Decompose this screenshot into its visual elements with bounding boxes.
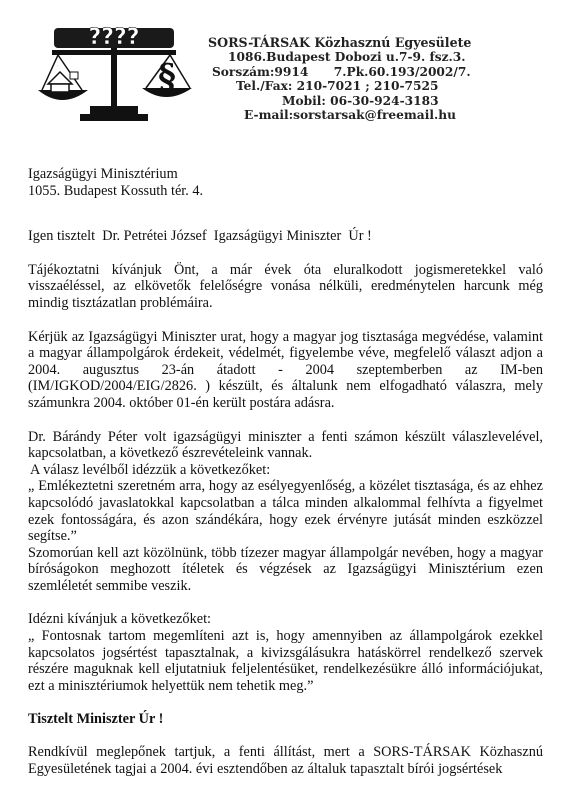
salutation: Igen tisztelt Dr. Petrétei József Igazságügyi Miniszter Úr ! (28, 228, 372, 245)
letter-body (28, 166, 543, 777)
paragraph-2: Kérjük az Igazságügyi Miniszter urat, hogy a magyar jog tisztasága megvédése, valamint a magyar állampolgárok érdekeit, védelmét, figyelembe véve, megfelelő választ adjon a 2004. augusztus 23-án átadott - 2004 szeptemberben az IM-ben (IM/IGKOD/2004/EIG/2826. ) készült, és általunk nem elfogadható válaszra, mely számunkra 2004. október 01-én került postára adásra. (28, 328, 543, 411)
recipient-name: Igazságügyi Minisztérium (28, 166, 178, 182)
section-heading: Tisztelt Miniszter Úr ! (28, 711, 164, 728)
org-registry: Sorszám:9914 7.Pk.60.193/2002/7. (212, 64, 471, 79)
paragraph-3-intro: Dr. Bárándy Péter volt igazságügyi miniszter a fenti számon készült válaszlevelével, kapcsolatban, a következő észrevételeink vannak. (28, 428, 543, 462)
paragraph-3-cite-intro: A válasz levélből idézzük a következőket: (30, 461, 271, 478)
org-mobile: Mobil: 06-30-924-3183 (282, 93, 439, 108)
svg-text:????: ???? (88, 25, 140, 50)
recipient-address: 1055. Budapest Kossuth tér. 4. (28, 182, 204, 199)
paragraph-1: Tájékoztatni kívánjuk Önt, a már évek óta eluralkodott jogismeretekkel való visszaéléssel, az elkövetők felelőségre vonása nélküli, eredménytelen harcunk még mindig tisztázatlan problémáira. (28, 261, 543, 311)
organization-details (200, 36, 530, 122)
paragraph-4-quote: „ Fontosnak tartom megemlíteni azt is, hogy amennyiben az állampolgárok ezekkel kapcsolatos jogsértést tapasztalnak, a kivizsgálásukra hatáskörrel rendelkező szervek részére maguknak kell eljutatniuk feljelentésüket, rendelkezésükre álló információjukat, ezt a minisztériumok helyettük nem tehetik meg.” (28, 628, 543, 694)
paragraph-3-quote: „ Emlékeztetni szeretném arra, hogy az esélyegyenlőség, a közélet tisztasága, és az ehhez kapcsolódó javaslatokkal kapcsolatban a tálca minden alkalommal felhívta a figyelmet ezek fontosságára, és azon szándékára, hogy ezek érvényre jutását minden eszközzel segítse.” (28, 478, 543, 545)
paragraph-4-intro: Idézni kívánjuk a következőket: (28, 611, 212, 628)
scales-of-justice-logo (34, 6, 194, 124)
org-email: E-mail:sorstarsak@freemail.hu (244, 108, 456, 123)
letterhead (0, 0, 570, 135)
paragraph-3-comment: Szomorúan kell azt közölnünk, több tízezer magyar állampolgár nevében, hogy a magyar bíróságokon meghozott ítéletek és végzések az Igazságügyi Minisztérium ezen szemléletét semmibe veszik. (28, 544, 543, 594)
paragraph-5: Rendkívül meglepőnek tartjuk, a fenti állítást, mert a SORS-TÁRSAK Közhasznú Egyesületének tagjai a 2004. évi esztendőben az általuk tapasztalt bírói jogsértések (28, 744, 543, 777)
svg-text:§: § (158, 57, 176, 97)
org-address: 1086.Budapest Dobozi u.7-9. fsz.3. (228, 50, 466, 65)
org-name: SORS-TÁRSAK Közhasznú Egyesülete (208, 35, 472, 50)
org-tel-fax: Tel./Fax: 210-7021 ; 210-7525 (236, 79, 439, 94)
